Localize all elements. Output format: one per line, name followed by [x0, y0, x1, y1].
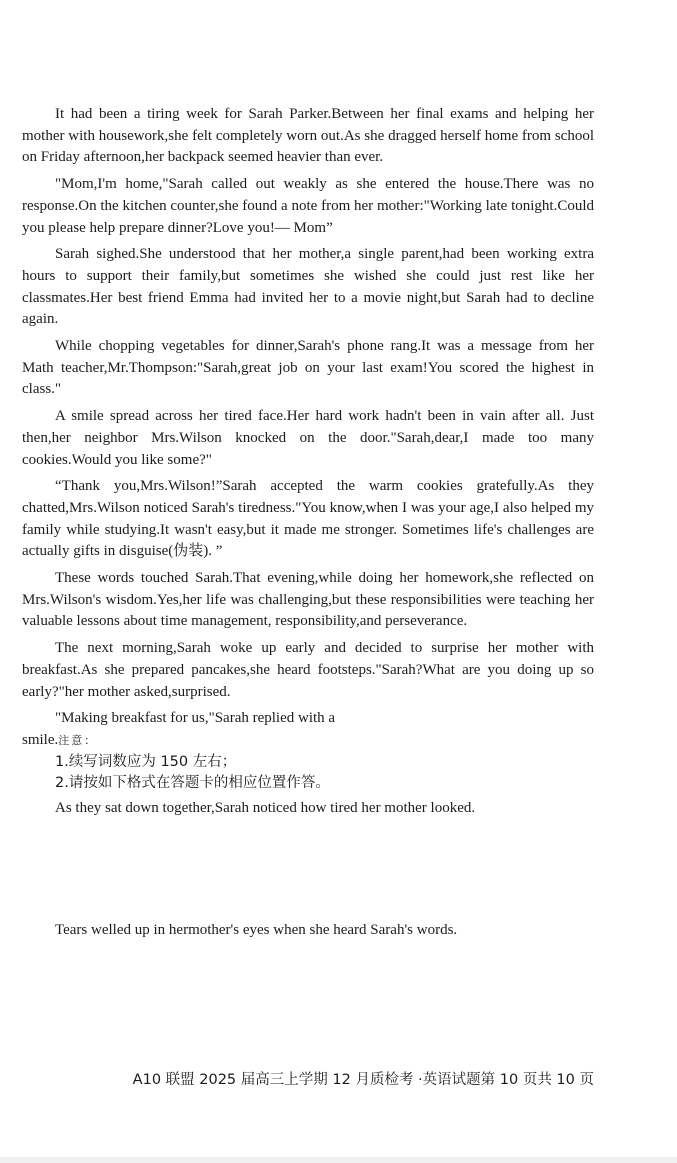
instruction-word-count: 1.续写词数应为 150 左右；: [55, 753, 237, 770]
story-paragraph-9: "Making breakfast for us,"Sarah replied with a: [55, 710, 336, 727]
continuation-second-sentence: Tears welled up in hermother's eyes when she heard Sarah's words.: [55, 922, 458, 938]
page-bottom-edge: [0, 1157, 677, 1163]
smile-line: [22, 730, 594, 752]
story-passage: [22, 104, 594, 819]
instruction-answer-format: 2.请按如下格式在答题卡的相应位置作答。: [55, 774, 330, 791]
continuation-first-sentence: As they sat down together,Sarah noticed how tired her mother looked.: [55, 799, 476, 816]
story-paragraph-6: “Thank you,Mrs.Wilson!”Sarah accepted the warm cookies gratefully.As they chatted,Mrs.Wilson noticed Sarah's tiredness."You know,when I was your age,I also helped my family while studying.It wasn't easy,but it made me stronger. Sometimes life's challenges are actually gifts in disguise(伪装). ”: [22, 478, 594, 560]
smile-word: smile.: [22, 731, 59, 748]
story-paragraph-3: Sarah sighed.She understood that her mother,a single parent,had been working extra hours to support their family,but sometimes she wished she could just rest like her classmates.Her best friend Emma had invited her to a movie night,but Sarah had to decline again.: [22, 246, 594, 328]
story-paragraph-1: It had been a tiring week for Sarah Parker.Between her final exams and helping her mother with housework,she felt completely worn out.As she dragged herself home from school on Friday afternoon,her backpack seemed heavier than ever.: [22, 106, 594, 166]
story-paragraph-8: The next morning,Sarah woke up early and decided to surprise her mother with breakfast.As she prepared pancakes,she heard footsteps."Sarah?What are you doing up so early?"her mother asked,surprised.: [22, 640, 594, 700]
story-paragraph-5: A smile spread across her tired face.Her hard work hadn't been in vain after all. Just then,her neighbor Mrs.Wilson knocked on the door."Sarah,dear,I made too many cookies.Would you like some?": [22, 408, 594, 468]
story-paragraph-7: These words touched Sarah.That evening,while doing her homework,she reflected on Mrs.Wilson's wisdom.Yes,her life was challenging,but these responsibilities were teaching her valuable lessons about time management, responsibility,and perseverance.: [22, 570, 594, 630]
story-paragraph-4: While chopping vegetables for dinner,Sarah's phone rang.It was a message from her Math teacher,Mr.Thompson:"Sarah,great job on your last exam!You scored the highest in class.": [22, 338, 594, 398]
note-label: 注意：: [58, 733, 98, 747]
page-footer: A10 联盟 2025 届高三上学期 12 月质检考 ·英语试题第 10 页共 10 页: [132, 1072, 594, 1088]
story-paragraph-2: "Mom,I'm home,"Sarah called out weakly as she entered the house.There was no response.On the kitchen counter,she found a note from her mother:"Working late tonight.Could you please help prepare dinner?Love you!— Mom”: [22, 176, 594, 236]
